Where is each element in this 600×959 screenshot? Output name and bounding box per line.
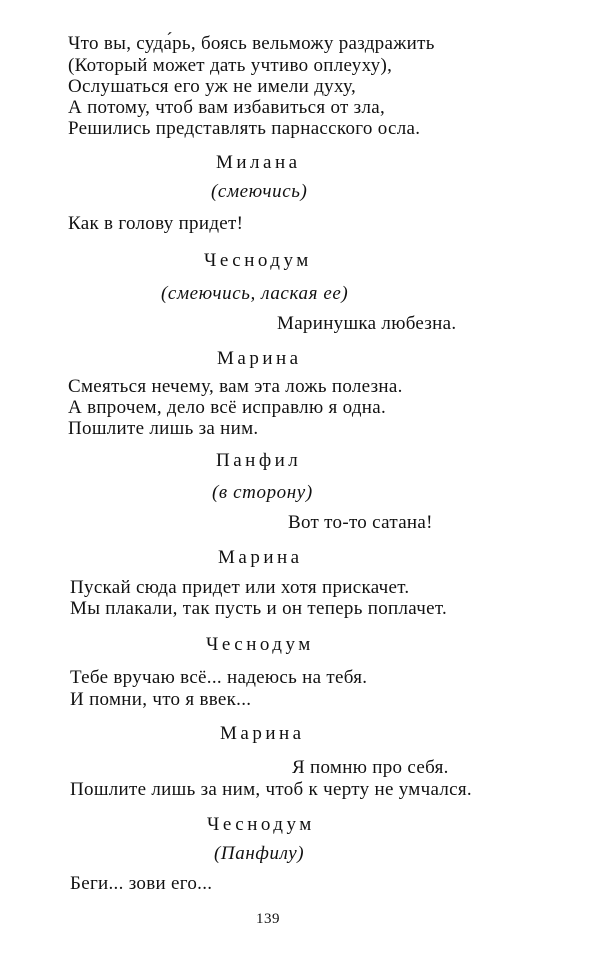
verse-line: Как в голову придет! — [68, 213, 244, 234]
verse-line: Ослушаться его уж не имели духу, — [68, 76, 356, 97]
verse-line: Решились представлять парнасского осла. — [68, 118, 421, 139]
speaker-name: Марина — [220, 723, 305, 744]
verse-line: Беги... зови его... — [70, 873, 213, 894]
verse-line: И помни, что я ввек... — [70, 689, 252, 710]
speaker-name: Марина — [217, 348, 302, 369]
verse-line: Мы плакали, так пусть и он теперь поплачет. — [70, 598, 448, 619]
speaker-name: Чеснодум — [204, 250, 312, 271]
speaker-name: Панфил — [216, 450, 302, 471]
verse-line: Вот то-то сатана! — [288, 512, 433, 533]
verse-line: А впрочем, дело всё исправлю я одна. — [68, 397, 387, 418]
verse-line: Пошлите лишь за ним. — [68, 418, 259, 439]
speaker-name: Чеснодум — [206, 634, 314, 655]
stage-direction: (смеючись, лаская ее) — [161, 283, 349, 304]
verse-line: Я помню про себя. — [292, 757, 449, 778]
stage-direction: (смеючись) — [211, 181, 308, 202]
verse-line: А потому, чтоб вам избавиться от зла, — [68, 97, 386, 118]
stage-direction: (в сторону) — [212, 482, 313, 503]
stage-direction: (Панфилу) — [214, 843, 305, 864]
verse-line: Смеяться нечему, вам эта ложь полезна. — [68, 376, 403, 397]
verse-line: Маринушка любезна. — [277, 313, 457, 334]
verse-line: Что вы, суда́рь, боясь вельможу раздражить — [68, 33, 435, 54]
verse-line: Пошлите лишь за ним, чтоб к черту не умчался. — [70, 779, 472, 800]
speaker-name: Чеснодум — [207, 814, 315, 835]
verse-line: Пускай сюда придет или хотя прискачет. — [70, 577, 410, 598]
page-number: 139 — [256, 911, 280, 927]
verse-line: (Который может дать учтиво оплеуху), — [68, 55, 393, 76]
speaker-name: Марина — [218, 547, 303, 568]
verse-line: Тебе вручаю всё... надеюсь на тебя. — [70, 667, 368, 688]
speaker-name: Милана — [216, 152, 301, 173]
